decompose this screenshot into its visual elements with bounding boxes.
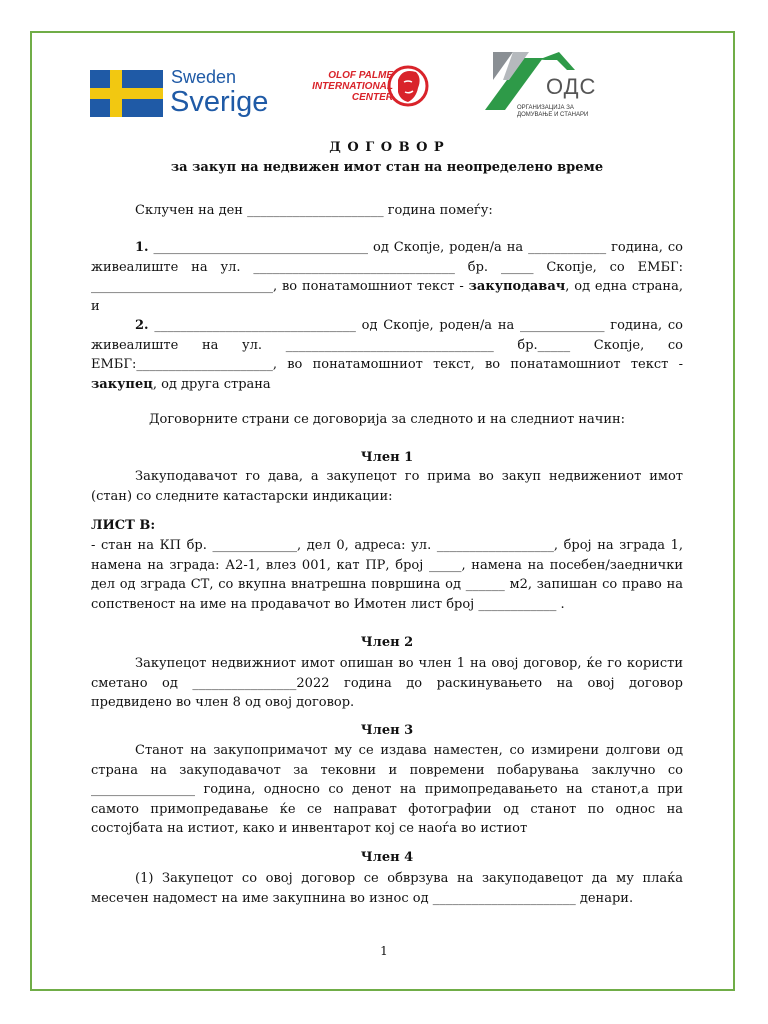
party-1-role: закуподавач (468, 279, 566, 294)
party-2-end: , од друга страна (152, 376, 271, 392)
party-1-number: 1. (135, 240, 149, 255)
article-1-title: Член 1 (360, 450, 414, 465)
agreement-line: Договорните страни се договорија за следното и на следниот начин: (148, 412, 626, 427)
party-1-end: , од една страна, и (91, 279, 683, 314)
page-number: 1 (380, 944, 388, 958)
party-2-text: _______________________________ од Скопје, роден/а на _____________ година, со живеалиште на ул. ________________________________ бр._____ Скопје, со ЕМБГ:_____________________, во понатамошниот текст, во понатамошниот текст - (91, 318, 683, 372)
intro-line: Склучен на ден _____________________ година помеѓу: (135, 203, 493, 218)
document-title: Д О Г О В О Р (329, 140, 445, 155)
article-1-text: Закуподавачот го дава, а закупецот го прима во закуп недвижениот имот (стан) со следните катастарски индикации: (91, 469, 683, 504)
sverige-logo-text: Sverige (170, 86, 269, 118)
article-4-title: Член 4 (360, 850, 414, 865)
article-2-title: Член 2 (360, 635, 414, 650)
ods-logo-subtitle: ОРГАНИЗАЦИЈА ЗА ДОМУВАЊЕ И СТАНАРИ (517, 105, 589, 118)
party-2-number: 2. (135, 318, 149, 333)
article-3-title: Член 3 (360, 723, 414, 738)
page-border (30, 31, 735, 991)
sweden-logo-text: Sweden (171, 67, 237, 87)
document-subtitle: за закуп на недвижен имот стан на неопределено време (170, 160, 604, 175)
article-3-text: Станот на закупопримачот му се издава наместен, со измирени долгови од страна на закуподавачот за тековни и повремени побарувања заклучно со ________________ година, односно со денот на примопредавањето на станот,а при самото примопредавање ќе се направат фотографии од станот по однос на состојбата на истиот, како и инвентарот кој се наоѓа во истиот (91, 743, 683, 836)
party-1-paragraph (91, 238, 683, 316)
article-4-text: (1) Закупецот со овој договор се обврзува на закуподавецот да му плаќа месечен надомест на име закупнина во износ од ______________________ денари. (91, 871, 683, 906)
list-v-heading: ЛИСТ В: (91, 518, 156, 533)
party-1-text: _________________________________ од Скопје, роден/а на ____________ година, со живеалиште на ул. _______________________________ бр. _____ Скопје, со ЕМБГ: ____________________________, во понатамошниот текст - (91, 240, 683, 294)
olof-palme-logo-text: OLOF PALME INTERNATIONAL CENTER (312, 70, 393, 103)
list-v-text: - стан на КП бр. _____________, дел 0, адреса: ул. __________________, број на зграда 1, намена на зграда: А2-1, влез 001, кат ПР, број _____, намена на посебен/заеднички дел од зграда СТ, со вкупна внатрешна површина од ______ м2, запишан со право на сопственост на име на продавачот во Имотен лист број ____________ . (91, 538, 683, 612)
party-2-paragraph (91, 316, 683, 394)
sweden-flag-icon (90, 70, 163, 117)
party-2-role: закупец (91, 376, 153, 392)
article-2-text: Закупецот недвижниот имот опишан во член 1 на овој договор, ќе го користи сметано од ________________2022 година до раскинувањето на овој договор предвидено во член 8 од овој договор. (91, 656, 683, 710)
olof-palme-portrait-icon (382, 60, 432, 110)
ods-logo-text: ОДС (546, 74, 597, 99)
